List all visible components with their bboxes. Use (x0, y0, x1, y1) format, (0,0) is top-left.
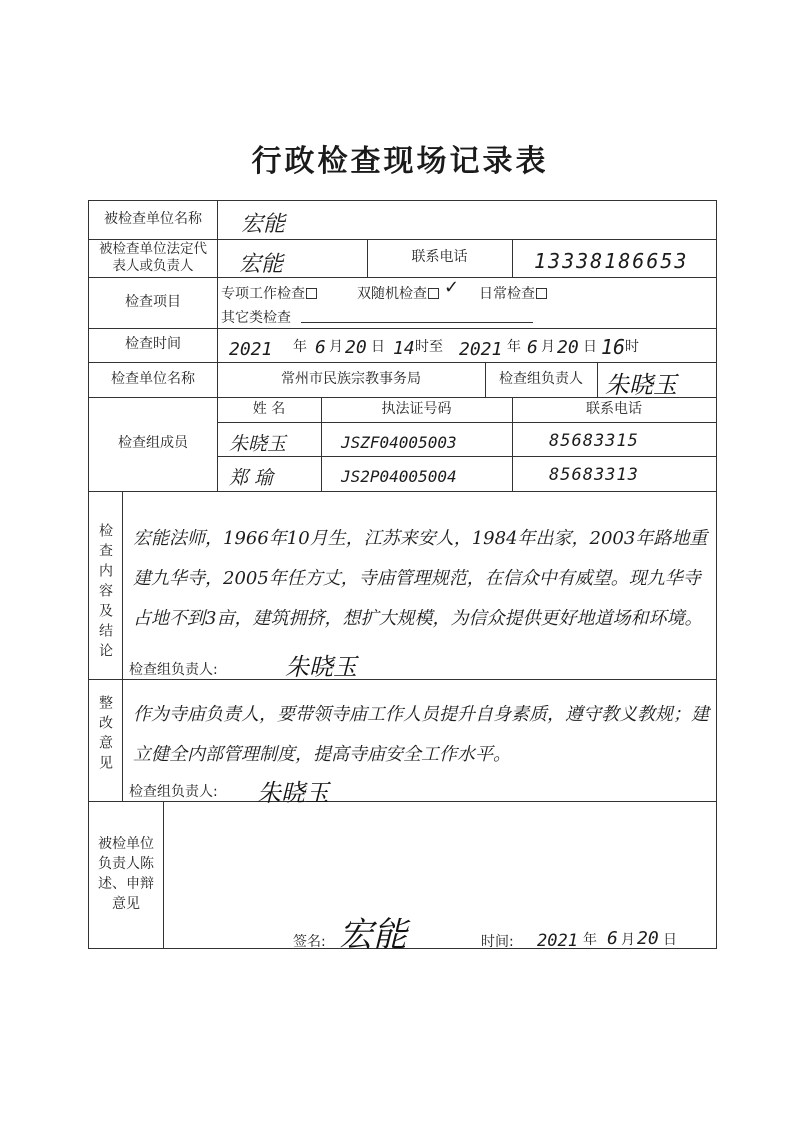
contact-phone-label: 联系电话 (411, 249, 468, 266)
statement-month: 6 (607, 928, 618, 949)
legal-rep-label: 被检查单位法定代表人或负责人 (99, 241, 207, 274)
option-daily-check (479, 283, 547, 303)
other-check-underline (301, 322, 533, 323)
time-start-month: 6 (315, 337, 326, 358)
col-divider (597, 362, 598, 397)
inspection-unit-value: 常州市民族宗教事务局 (281, 370, 421, 387)
option-random-check (357, 283, 439, 303)
time-unit-day2: 日 (583, 339, 597, 355)
col-divider (217, 328, 218, 362)
col-divider (122, 679, 123, 801)
time-start-hour: 14 (393, 338, 415, 359)
members-col-cert: 执法证号码 (381, 400, 452, 417)
member-cert: JS2P04005004 (341, 467, 457, 486)
members-col-name: 姓 名 (252, 400, 286, 417)
content-label-text: 检查内容及结论 (97, 523, 113, 663)
statement-year: 2021 (537, 931, 578, 951)
rectify-label-text: 整改意见 (97, 695, 113, 775)
col-divider (512, 239, 513, 277)
statement-unit-month: 月 (621, 932, 635, 948)
time-unit-year2: 年 (507, 339, 521, 355)
col-divider (217, 201, 218, 239)
member-name: 朱晓玉 (229, 433, 287, 455)
time-end-month: 6 (527, 337, 538, 358)
option-daily-label: 日常检查 (479, 286, 535, 302)
member-phone: 85683313 (549, 465, 639, 485)
time-start-year: 2021 (229, 339, 273, 360)
time-unit-hour2: 时 (625, 339, 639, 355)
members-label: 检查组成员 (118, 435, 188, 452)
rectify-text: 作为寺庙负责人，要带领寺庙工作人员提升自身素质，遵守教义教规；建立健全内部管理制度，提高寺庙安全工作水平。 (133, 704, 709, 765)
checkbox-random[interactable] (428, 288, 439, 299)
content-text: 宏能法师，1966年10月生，江苏来安人，1984年出家，2003年路地重建九华寺，2005年任方丈，寺庙管理规范，在信众中有威望。现九华寺占地不到3亩，建筑拥挤，想扩大规模，为信众提供更好地道场和环境。 (133, 528, 708, 629)
inspected-unit-value: 宏能 (241, 212, 286, 237)
content-label (96, 523, 114, 663)
inspected-unit-label: 被检查单位名称 (104, 211, 202, 228)
time-unit-day1: 日 (371, 339, 385, 355)
inspection-leader-signature: 朱晓玉 (605, 371, 677, 399)
statement-time-label: 时间: (481, 934, 514, 950)
time-unit-month2: 月 (541, 339, 555, 355)
statement-unit-year: 年 (583, 932, 597, 948)
statement-label: 被检单位负责人陈述、申辩意见 (98, 836, 154, 912)
time-unit-month1: 月 (329, 339, 343, 355)
inspection-leader-label: 检查组负责人 (499, 370, 583, 387)
col-divider (122, 491, 123, 679)
time-end-year: 2021 (459, 339, 503, 360)
option-special-label: 专项工作检查 (221, 286, 305, 302)
content-leader-label: 检查组负责人: (129, 662, 218, 678)
member-header-divider (217, 422, 716, 423)
members-col-phone: 联系电话 (586, 400, 642, 417)
inspection-time-label: 检查时间 (125, 336, 181, 353)
sign-label: 签名: (293, 934, 326, 950)
rectify-leader-signature: 朱晓玉 (257, 779, 329, 807)
option-random-label: 双随机检查 (357, 286, 427, 302)
row-divider (89, 679, 716, 680)
col-divider (163, 801, 164, 948)
member-phone: 85683315 (549, 431, 639, 451)
content-leader-signature: 朱晓玉 (285, 653, 357, 681)
inspection-unit-label: 检查单位名称 (111, 370, 195, 387)
time-unit-year1: 年 (293, 339, 307, 355)
record-form-table (88, 200, 717, 955)
statement-signature: 宏能 (339, 915, 407, 955)
time-end-hour: 16 (601, 335, 626, 359)
col-divider (217, 277, 218, 328)
row-divider (89, 801, 716, 802)
checkmark-icon: ✓ (444, 277, 460, 298)
member-name: 郑 瑜 (229, 467, 274, 489)
statement-unit-day: 日 (663, 932, 677, 948)
time-start-day: 20 (345, 337, 367, 358)
member-cert: JSZF04005003 (341, 433, 457, 452)
member-row-divider (217, 456, 716, 457)
statement-day: 20 (637, 928, 659, 949)
col-divider (217, 239, 218, 277)
checkbox-special[interactable] (306, 288, 317, 299)
time-end-day: 20 (557, 337, 579, 358)
page-title: 行政检查现场记录表 (251, 144, 549, 179)
row-divider (89, 491, 716, 492)
checkbox-daily[interactable] (536, 288, 547, 299)
rectify-label (96, 695, 114, 775)
option-other-check: 其它类检查 (221, 310, 291, 326)
inspection-items-label: 检查项目 (125, 293, 181, 310)
legal-rep-value: 宏能 (239, 252, 284, 277)
rectify-leader-label: 检查组负责人: (129, 784, 218, 800)
legal-rep-phone-value: 13338186653 (534, 249, 689, 273)
option-special-check (221, 283, 317, 303)
time-unit-to: 时至 (415, 339, 443, 355)
